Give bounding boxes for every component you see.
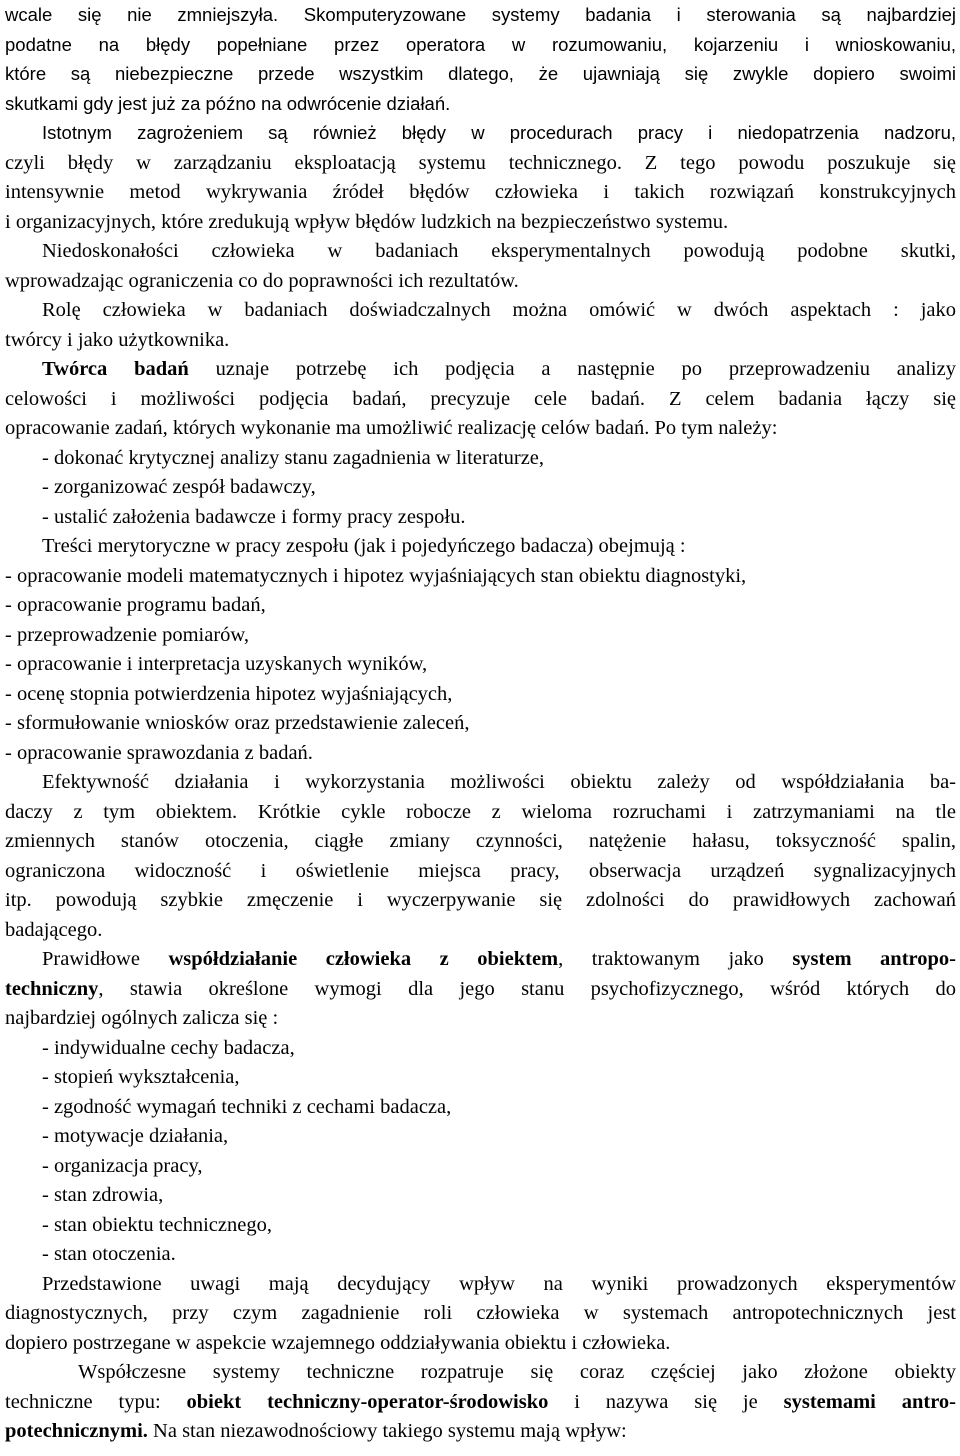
text-run: celowości i możliwości podjęcia badań, precyzuje cele badań. Z celem badania łączy się (5, 388, 956, 410)
text-line (5, 1328, 670, 1358)
text-line (42, 295, 956, 325)
text-line (5, 1416, 627, 1446)
text-line (42, 1269, 956, 1299)
text-line (5, 325, 229, 355)
text-run: - stan zdrowia, (42, 1184, 164, 1206)
text-line (5, 1298, 956, 1328)
text-line (5, 590, 266, 620)
text-line (5, 826, 956, 856)
text-run: Istotnym zagrożeniem są również błędy w procedurach pracy i niedopatrzenia nadzoru, (42, 122, 956, 143)
text-line (42, 1033, 295, 1063)
text-run: - ustalić założenia badawcze i formy pracy zespołu. (42, 506, 466, 528)
text-run: - sformułowanie wniosków oraz przedstawienie zaleceń, (5, 712, 470, 734)
text-run: Z tego powodu poszukuje się (621, 152, 956, 174)
text-line (5, 679, 452, 709)
text-line (5, 974, 956, 1004)
text-line (42, 1239, 176, 1269)
text-run: - motywacje działania, (42, 1125, 229, 1147)
text-run: - stan otoczenia. (42, 1243, 176, 1265)
text-run: dopiero postrzegane w aspekcie wzajemnego oddziaływania obiektu i człowieka. (5, 1332, 671, 1354)
text-run: , traktowanym jako (558, 948, 793, 970)
text-line (42, 944, 956, 974)
text-line (5, 797, 956, 827)
text-run: Efektywność działania i wykorzystania możliwości obiektu zależy od współdziałania ba- (42, 771, 956, 793)
text-run: i organizacyjnych, które zredukują wpływ błędów ludzkich na bezpieczeństwo systemu. (5, 211, 729, 233)
bold-text-run: system antropo- (792, 948, 956, 970)
text-line (5, 856, 956, 886)
text-run: - indywidualne cechy badacza, (42, 1037, 295, 1059)
text-run: - opracowanie programu badań, (5, 594, 266, 616)
text-line (5, 0, 956, 30)
text-line (5, 1003, 278, 1033)
text-line (5, 620, 249, 650)
text-run: ograniczona widoczność i oświetlenie miejsca pracy, obserwacja urządzeń sygnalizacyjnych (5, 860, 956, 882)
text-run: wprowadzając ograniczenia co do poprawności ich rezultatów. (5, 270, 519, 292)
text-run: wcale się nie zmniejszyła. Skomputeryzowane systemy badania i sterowania są najbardziej (5, 4, 956, 25)
text-run: Na stan niezawodnościowy takiego systemu mają wpływ: (147, 1420, 627, 1442)
text-line (5, 89, 450, 119)
text-run: - opracowanie i interpretacja uzyskanych wyników, (5, 653, 428, 675)
text-run: i nazywa się je (548, 1391, 784, 1413)
bold-text-run: potechnicznymi. (5, 1420, 148, 1442)
text-line (42, 118, 956, 148)
text-run: intensywnie metod wykrywania źródeł błędów człowieka i takich rozwiązań konstrukcyjnych (5, 181, 956, 203)
text-run: daczy z tym obiektem. Krótkie cykle robocze z wieloma rozruchami i zatrzymaniami na tle (5, 801, 956, 823)
text-line (42, 443, 544, 473)
text-run: podatne na błędy popełniane przez operatora w rozumowaniu, kojarzeniu i wnioskowaniu, (5, 34, 956, 55)
text-run: - zorganizować zespół badawczy, (42, 476, 316, 498)
text-run: Współczesne systemy techniczne rozpatruje się coraz częściej jako złożone obiekty (78, 1361, 956, 1383)
text-line (5, 266, 519, 296)
text-line (5, 30, 956, 60)
text-run: twórcy i jako użytkownika. (5, 329, 230, 351)
text-run: badającego. (5, 919, 103, 941)
text-run: - opracowanie sprawozdania z badań. (5, 742, 313, 764)
text-run: czyli błędy w zarządzaniu eksploatacją systemu technicznego. (5, 152, 622, 174)
text-run: - stan obiektu technicznego, (42, 1214, 272, 1236)
text-line (5, 885, 956, 915)
text-run: - ocenę stopnia potwierdzenia hipotez wyjaśniających, (5, 683, 453, 705)
bold-text-run: Twórca badań (42, 358, 189, 380)
text-line (5, 915, 102, 945)
bold-text-run: współdziałanie człowieka z obiektem (168, 948, 559, 970)
text-run: zmiennych stanów otoczenia, ciągłe zmiany czynności, natężenie hałasu, toksyczność spalin, (5, 830, 956, 852)
text-run: opracowanie zadań, których wykonanie ma umożliwić realizację celów badań. Po tym należy: (5, 417, 778, 439)
text-line (42, 767, 956, 797)
text-line (5, 148, 956, 178)
text-line (42, 236, 956, 266)
text-line (5, 59, 956, 89)
text-line (5, 649, 427, 679)
text-line (5, 384, 956, 414)
text-line (5, 1387, 956, 1417)
text-line (42, 1062, 240, 1092)
text-run: które są niebezpieczne przede wszystkim dlatego, że ujawniają się zwykle dopiero swoimi (5, 63, 956, 84)
text-line (42, 1180, 163, 1210)
text-run: Prawidłowe (42, 948, 169, 970)
text-run: - przeprowadzenie pomiarów, (5, 624, 249, 646)
text-run: - dokonać krytycznej analizy stanu zagadnienia w literaturze, (42, 447, 545, 469)
text-line (78, 1357, 956, 1387)
text-run: Treści merytoryczne w pracy zespołu (jak i pojedyńczego badacza) obejmują : (42, 535, 686, 557)
text-line (42, 1121, 228, 1151)
text-line (42, 354, 956, 384)
bold-text-run: systemami antro- (783, 1391, 956, 1413)
text-run: - zgodność wymagań techniki z cechami badacza, (42, 1096, 452, 1118)
text-line (42, 502, 465, 532)
text-line (42, 1092, 451, 1122)
text-run: - opracowanie modeli matematycznych i hipotez wyjaśniających stan obiektu diagnostyki, (5, 565, 747, 587)
bold-text-run: techniczny (5, 978, 99, 1000)
text-run: - organizacja pracy, (42, 1155, 203, 1177)
text-line (42, 472, 316, 502)
text-line (5, 708, 469, 738)
text-run: - stopień wykształcenia, (42, 1066, 240, 1088)
text-line (42, 1151, 203, 1181)
text-run: itp. powodują szybkie zmęczenie i wyczerpywanie się zdolności do prawidłowych zachowań (5, 889, 956, 911)
text-line (42, 1210, 272, 1240)
text-run: Niedoskonałości człowieka w badaniach eksperymentalnych powodują podobne skutki, (42, 240, 956, 262)
text-run: Przedstawione uwagi mają decydujący wpływ na wyniki prowadzonych eksperymentów (42, 1273, 956, 1295)
text-line (42, 531, 686, 561)
text-run: , stawia określone wymogi dla jego stanu psychofizycznego, wśród których do (98, 978, 956, 1000)
text-line (5, 177, 956, 207)
text-line (5, 207, 728, 237)
text-line (5, 413, 777, 443)
text-run: Rolę człowieka w badaniach doświadczalnych można omówić w dwóch aspektach : jako (42, 299, 956, 321)
text-run: uznaje potrzebę ich podjęcia a następnie po przeprowadzeniu analizy (188, 358, 956, 380)
text-line (5, 738, 313, 768)
text-line (5, 561, 746, 591)
text-run: diagnostycznych, przy czym zagadnienie roli człowieka w systemach antropotechnicznych jest (5, 1302, 956, 1324)
bold-text-run: obiekt techniczny-operator-środowisko (186, 1391, 549, 1413)
text-run: najbardziej ogólnych zalicza się : (5, 1007, 279, 1029)
text-run: techniczne typu: (5, 1391, 187, 1413)
text-run: skutkami gdy jest już za późno na odwrócenie działań. (5, 93, 451, 114)
